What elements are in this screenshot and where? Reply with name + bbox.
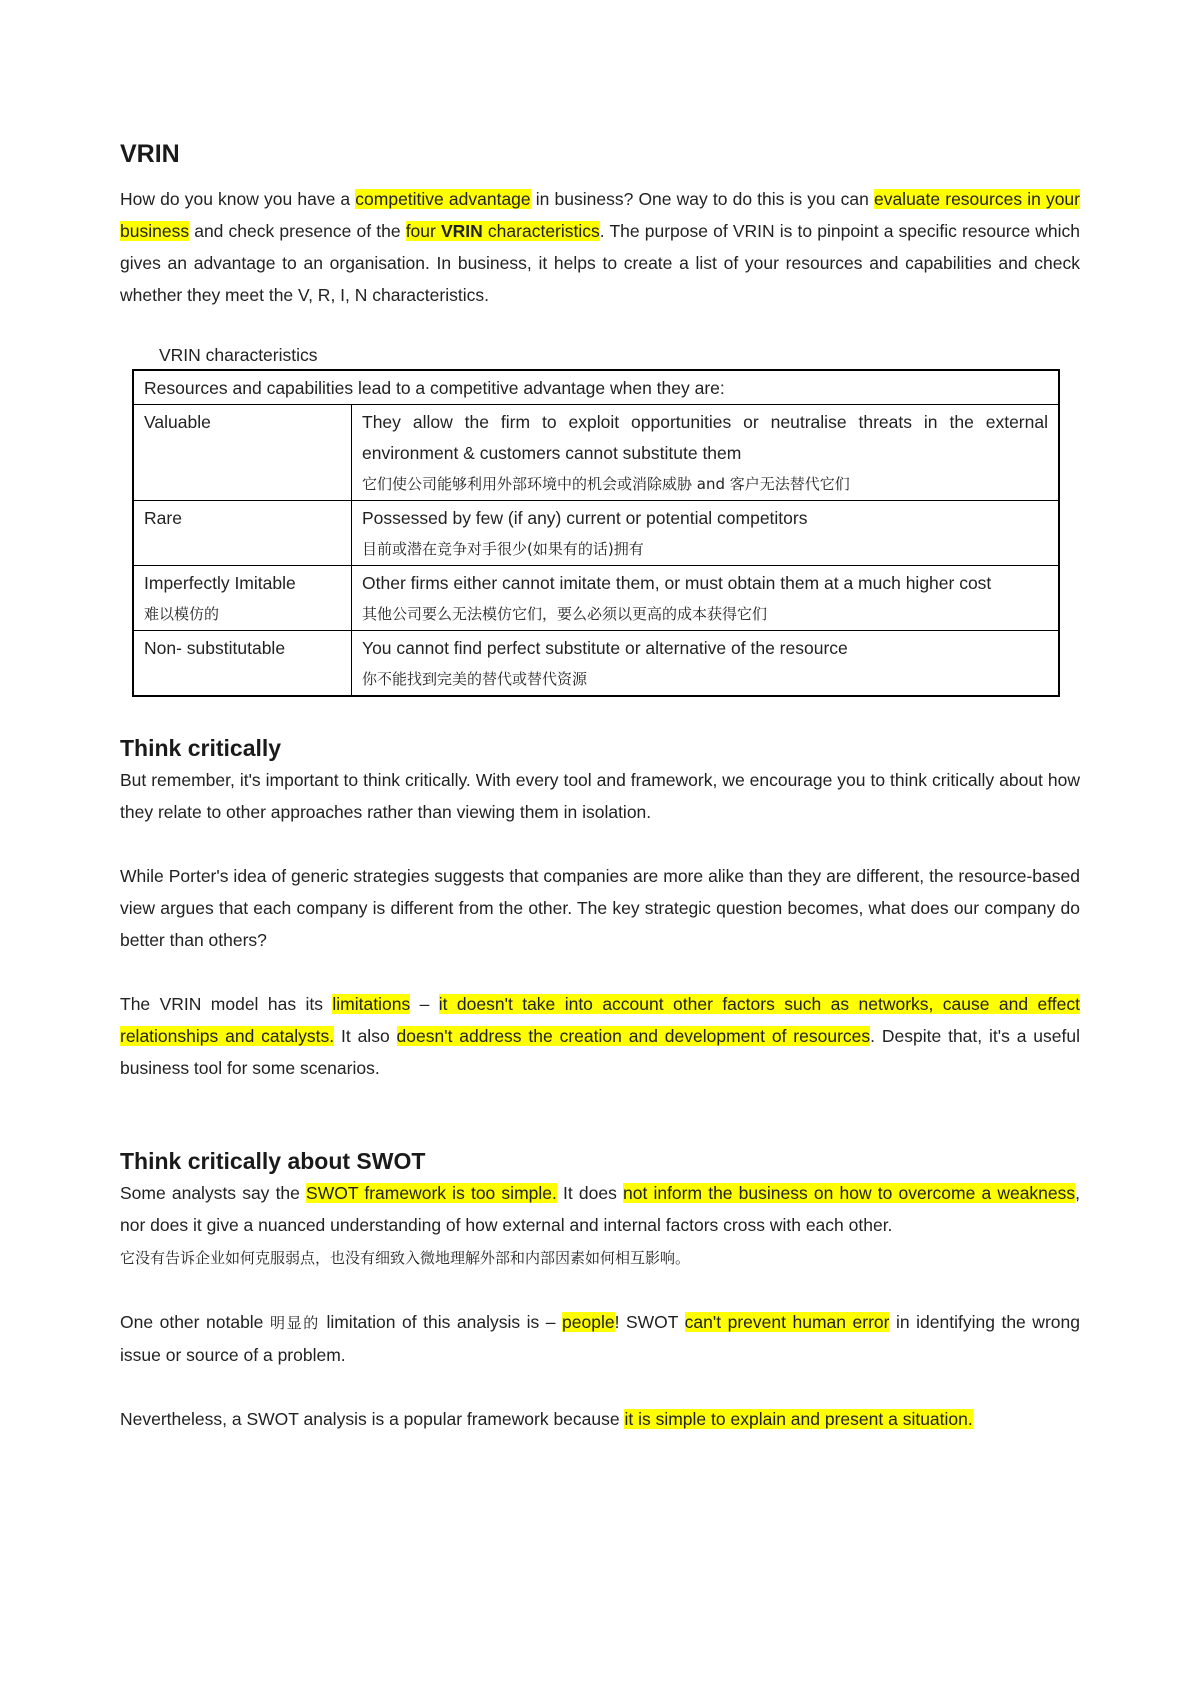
description-translation: 你不能找到完美的替代或替代资源: [362, 670, 588, 688]
table-row: [133, 566, 1059, 631]
table-header-row: [133, 370, 1059, 405]
spacer: [120, 828, 1080, 860]
description-text: You cannot find perfect substitute or alternative of the resource: [362, 638, 848, 658]
spacer: [120, 697, 1080, 735]
think-critically-paragraph-2: While Porter's idea of generic strategies suggests that companies are more alike than they are different, the resource-based view argues that each company is different from the other. The key strategic question becomes, what does our company do better than others?: [120, 866, 1080, 950]
vrin-table: [132, 369, 1060, 697]
description-text: Other firms either cannot imitate them, or must obtain them at a much higher cost: [362, 573, 992, 593]
text-run: It also: [334, 1026, 397, 1046]
highlight-evaluate-resources: evaluate resources in your business: [120, 189, 1080, 241]
term-translation: 难以模仿的: [144, 605, 220, 623]
term-label: Non- substitutable: [144, 638, 286, 658]
term-cell: [133, 566, 352, 631]
description-translation: 其他公司要么无法模仿它们，要么必须以更高的成本获得它们: [362, 605, 768, 623]
table-header-cell: Resources and capabilities lead to a competitive advantage when they are:: [133, 370, 1059, 405]
text-run: and check presence of the: [189, 221, 406, 241]
description-text: They allow the firm to exploit opportunities or neutralise threats in the external environment & customers cannot substitute them: [362, 412, 1048, 463]
spacer: [120, 956, 1080, 988]
term-label: Valuable: [144, 412, 211, 432]
text-run: Some analysts say the: [120, 1183, 307, 1203]
text-run: The VRIN model has its: [120, 994, 333, 1014]
text-run: Nevertheless, a SWOT analysis is a popular framework because: [120, 1409, 625, 1429]
swot-paragraph-3: [120, 1403, 1080, 1435]
inline-translation: 明显的: [269, 1314, 320, 1332]
highlight-four-vrin: [406, 221, 600, 241]
table-row: [133, 631, 1059, 697]
text-run: limitation of this analysis is –: [319, 1312, 563, 1332]
spacer: [120, 1371, 1080, 1403]
term-cell: [133, 631, 352, 697]
description-text: Possessed by few (if any) current or potential competitors: [362, 508, 808, 528]
text-run: in identifying the wrong issue or source of a problem.: [120, 1312, 1080, 1365]
text-run: –: [410, 994, 439, 1014]
think-critically-heading: Think critically: [120, 735, 282, 761]
description-translation: 目前或潜在竞争对手很少(如果有的话)拥有: [362, 540, 644, 558]
swot-translation: 它没有告诉企业如何克服弱点，也没有细致入微地理解外部和内部因素如何相互影响。: [120, 1249, 691, 1267]
think-critically-paragraph-3: [120, 988, 1080, 1084]
text-run: ! SWOT: [614, 1312, 685, 1332]
highlight-people: people: [562, 1312, 615, 1332]
term-cell: [133, 501, 352, 566]
swot-paragraph-1: [120, 1177, 1080, 1274]
description-translation: 它们使公司能够利用外部环境中的机会或消除威胁 and 客户无法替代它们: [362, 475, 850, 493]
highlight-competitive-advantage: competitive advantage: [355, 189, 531, 209]
text-run: four: [405, 221, 441, 241]
spacer: [120, 1084, 1080, 1148]
description-cell: [352, 405, 1060, 501]
vrin-bold-term: VRIN: [440, 221, 483, 241]
description-cell: [352, 566, 1060, 631]
text-run: . The purpose of VRIN is to pinpoint a specific resource which gives an advantage to an organisation. In business, it helps to create a list of your resources and capabilities and check whether they meet the V, R, I, N characteristics.: [120, 221, 1080, 305]
text-run: . Despite that, it's a useful business tool for some scenarios.: [120, 1026, 1080, 1078]
term-cell: [133, 405, 352, 501]
swot-heading: Think critically about SWOT: [120, 1148, 426, 1174]
highlight-swot-too-simple: SWOT framework is too simple.: [306, 1183, 557, 1203]
description-cell: [352, 501, 1060, 566]
text-run: characteristics: [482, 221, 600, 241]
highlight-limitations: limitations: [332, 994, 411, 1014]
term-label: Rare: [144, 508, 182, 528]
vrin-heading: VRIN: [120, 140, 180, 168]
spacer: [120, 1274, 1080, 1306]
highlight-simple-to-explain: it is simple to explain and present a situation.: [624, 1409, 973, 1429]
text-run: How do you know you have a: [120, 189, 356, 209]
swot-paragraph-2: [120, 1306, 1080, 1371]
highlight-other-factors: it doesn't take into account other factors such as networks, cause and effect relationships and catalysts.: [120, 994, 1081, 1046]
text-run: One other notable: [120, 1312, 270, 1332]
think-critically-paragraph-1: But remember, it's important to think critically. With every tool and framework, we encourage you to think critically about how they relate to other approaches rather than viewing them in isolation.: [120, 770, 1080, 822]
highlight-creation-development: doesn't address the creation and development of resources: [396, 1026, 871, 1046]
text-run: in business? One way to do this is you can: [530, 189, 874, 209]
text-run: , nor does it give a nuanced understanding of how external and internal factors cross with each other.: [120, 1183, 1081, 1235]
document-content: [120, 140, 1080, 1435]
text-run: It does: [556, 1183, 623, 1203]
highlight-overcome-weakness: not inform the business on how to overcome a weakness: [622, 1183, 1076, 1203]
vrin-intro-paragraph: [120, 183, 1080, 311]
highlight-human-error: can't prevent human error: [684, 1312, 890, 1332]
term-label: Imperfectly Imitable: [144, 573, 296, 593]
table-caption: VRIN characteristics: [159, 345, 318, 365]
table-row: [133, 405, 1059, 501]
table-row: [133, 501, 1059, 566]
description-cell: [352, 631, 1060, 697]
